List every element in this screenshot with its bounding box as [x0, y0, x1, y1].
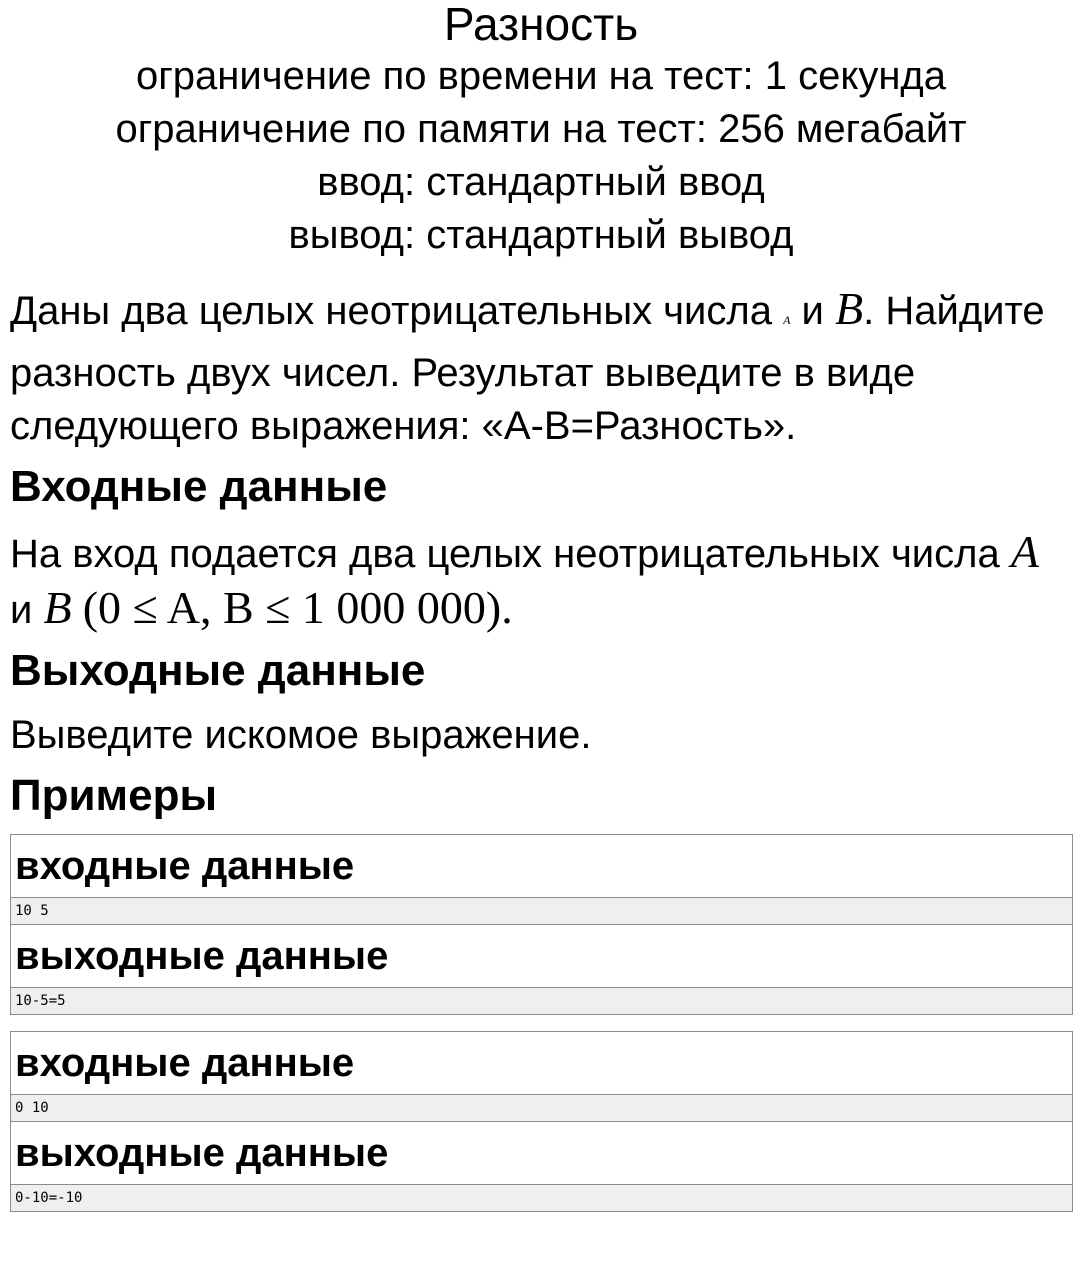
sample-test-1 — [10, 834, 1073, 1015]
legend-text-1: Даны два целых неотрицательных числа — [10, 289, 784, 333]
legend-var-a: A — [783, 313, 791, 327]
problem-title: Разность — [443, 0, 639, 50]
sample-output-1[interactable]: 10-5=5 — [11, 988, 1072, 1014]
sample-input-1[interactable]: 10 5 — [11, 898, 1072, 925]
sample-output-2[interactable]: 0-10=-10 — [11, 1185, 1072, 1211]
legend-var-b: B — [835, 283, 864, 334]
problem-legend — [10, 282, 1072, 453]
input-var-a: A — [1010, 526, 1039, 577]
input-spec-text-2: и — [10, 588, 44, 632]
sample-output-label: выходные данные — [11, 925, 1072, 988]
time-limit: ограничение по времени на тест: 1 секунда — [135, 54, 947, 98]
input-spec-end: . — [501, 582, 513, 633]
sample-input-label: входные данные — [11, 1032, 1072, 1095]
legend-text-2: и — [790, 289, 835, 333]
input-file: ввод: стандартный ввод — [317, 160, 765, 204]
problem-header — [10, 0, 1072, 262]
sample-output-label: выходные данные — [11, 1122, 1072, 1185]
sample-input-label: входные данные — [11, 835, 1072, 898]
memory-limit: ограничение по памяти на тест: 256 мегабайт — [115, 107, 967, 151]
output-spec-text: Выведите искомое выражение. — [10, 713, 592, 757]
samples-title: Примеры — [10, 771, 218, 820]
output-file: вывод: стандартный вывод — [288, 213, 794, 257]
input-constraint: (0 ≤ A, B ≤ 1 000 000) — [82, 582, 502, 633]
legend-text-3: . Найдите разность двух чисел. Результат выведите в виде следующего выражения: «A-B=Разность». — [10, 289, 1045, 448]
input-spec-text — [10, 525, 1072, 637]
input-spec-text-1: На вход подается два целых неотрицательных числа — [10, 532, 1011, 576]
output-spec-title: Выходные данные — [10, 646, 426, 695]
input-var-b: B — [43, 582, 72, 633]
input-spec-title: Входные данные — [10, 462, 388, 511]
samples-list — [10, 834, 1072, 1212]
sample-input-2[interactable]: 0 10 — [11, 1095, 1072, 1122]
sample-test-2 — [10, 1031, 1073, 1212]
